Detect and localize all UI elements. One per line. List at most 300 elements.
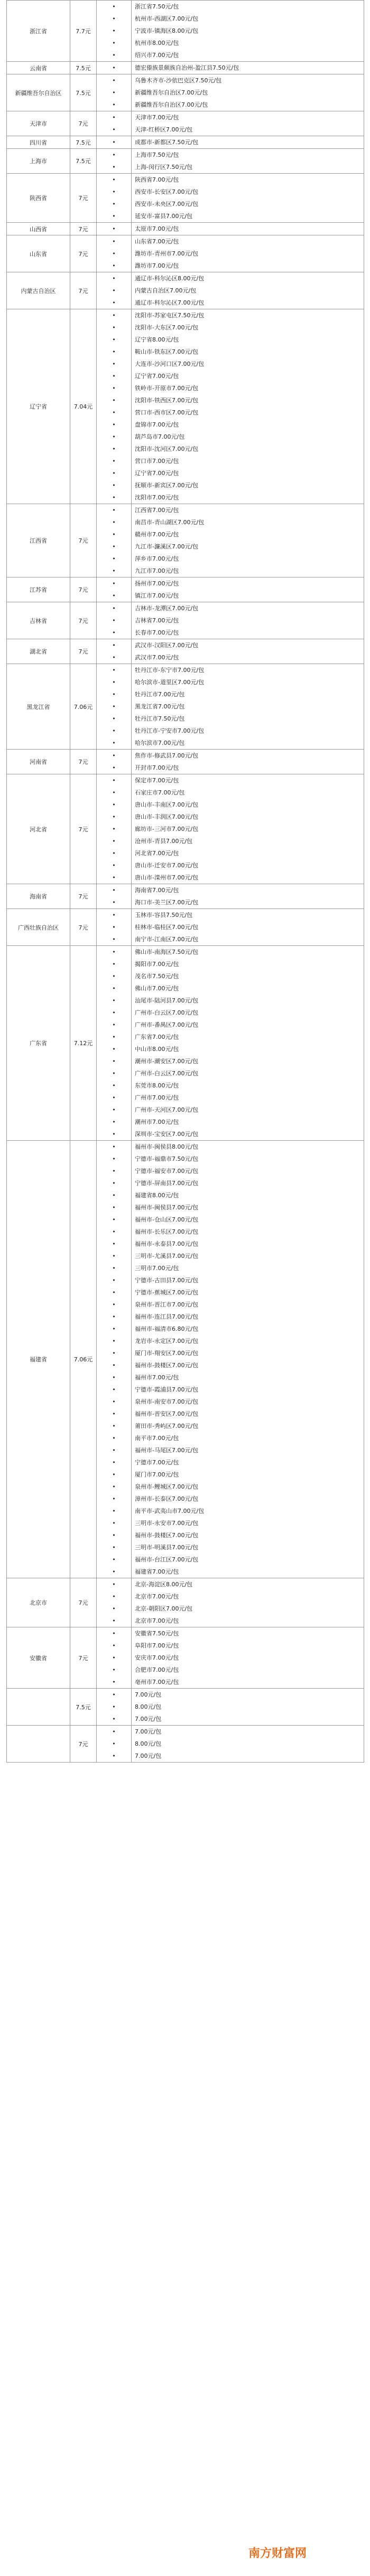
average-price-cell: 7.06元: [70, 664, 97, 750]
price-list-item: 沈阳市-铁西区7.00元/包: [135, 397, 199, 404]
bullet-icon: •: [112, 1581, 116, 1588]
price-list-item: 福州市-闽侯县7.00元/包: [135, 1204, 199, 1211]
province-cell: 福建省: [7, 1141, 70, 1578]
price-list-item: 沈阳市-沈河区7.00元/包: [135, 446, 199, 452]
bullet-icon: •: [112, 887, 116, 894]
price-list-item: 南昌市-青山湖区7.00元/包: [135, 519, 205, 526]
bullet-icon: •: [112, 850, 116, 857]
price-list-item: 合肥市7.00元/包: [135, 1666, 179, 1673]
bullet-icon: •: [112, 789, 116, 796]
bullet-icon: •: [112, 1556, 116, 1563]
bullet-icon: •: [112, 470, 116, 477]
bullet-icon: •: [112, 1350, 116, 1357]
bullet-icon: •: [112, 1703, 116, 1710]
price-list-item: 延安市-富县7.00元/包: [135, 213, 193, 220]
price-list-item: 鞍山市-铁东区7.00元/包: [135, 348, 199, 355]
price-list-item: 杭州市8.00元/包: [135, 40, 179, 46]
province-cell: 山东省: [7, 235, 70, 272]
province-row: [7, 149, 364, 174]
bullet-column: [97, 1141, 132, 1578]
price-list-item: 福州市-闽侯县8.00元/包: [135, 1143, 199, 1150]
price-list-item: 浙江省7.50元/包: [135, 3, 179, 10]
bullet-icon: •: [112, 874, 116, 881]
bullet-icon: •: [112, 727, 116, 734]
price-list-item: 牡丹江市7.50元/包: [135, 715, 185, 722]
average-price-cell: 7元: [70, 272, 97, 309]
province-cell: 江苏省: [7, 577, 70, 602]
bullet-icon: •: [112, 1204, 116, 1211]
bullet-column: [97, 577, 132, 602]
price-list-item: 廊坊市-三河市7.00元/包: [135, 826, 199, 832]
average-price-cell: 7元: [70, 602, 97, 639]
price-list-item: 广州市-天河区7.00元/包: [135, 1106, 199, 1113]
price-list-item: 唐山市-滦州市7.00元/包: [135, 874, 199, 881]
price-list-item: 赣州市7.00元/包: [135, 531, 179, 538]
bullet-icon: •: [112, 1520, 116, 1527]
bullet-icon: •: [112, 40, 116, 46]
price-list-item: 北京市7.00元/包: [135, 1593, 179, 1600]
bullet-icon: •: [112, 1362, 116, 1369]
price-list-item: 通辽市-科尔沁区8.00元/包: [135, 275, 205, 282]
price-list-item: 三明市-永安市7.00元/包: [135, 1520, 199, 1527]
average-price-cell: 7.5元: [70, 1689, 97, 1726]
bullet-column: [97, 1, 132, 62]
price-list-item: 宁德市-屏南县7.00元/包: [135, 1180, 199, 1187]
bullet-column: [97, 946, 132, 1141]
price-list-item: 福建省7.00元/包: [135, 1568, 179, 1575]
price-list-item: 7.00元/包: [135, 1728, 162, 1735]
price-list-item: 福州市-台江区7.00元/包: [135, 1556, 199, 1563]
bullet-column: [97, 136, 132, 149]
bullet-icon: •: [112, 312, 116, 319]
bullet-icon: •: [112, 1459, 116, 1466]
average-price-cell: 7元: [70, 1578, 97, 1627]
province-row: [7, 664, 364, 750]
price-list-item: 7.00元/包: [135, 1716, 162, 1722]
price-list-item: 佛山市7.00元/包: [135, 985, 179, 992]
province-cell: 天津市: [7, 111, 70, 136]
bullet-icon: •: [112, 1301, 116, 1308]
price-list-cell: [132, 884, 364, 909]
price-list-item: 牡丹江市7.00元/包: [135, 691, 185, 698]
bullet-icon: •: [112, 89, 116, 96]
province-cell: 浙江省: [7, 1, 70, 62]
bullet-icon: •: [112, 740, 116, 746]
price-list-item: 德宏傣族景颇族自治州-盈江县7.50元/包: [135, 64, 239, 71]
bullet-icon: •: [112, 1034, 116, 1040]
price-list-item: 抚顺市-新宾区7.00元/包: [135, 482, 199, 489]
price-list-item: 河北省7.00元/包: [135, 850, 179, 857]
bullet-icon: •: [112, 1447, 116, 1454]
bullet-column: [97, 750, 132, 774]
bullet-icon: •: [112, 777, 116, 784]
province-row: [7, 909, 364, 946]
price-list-cell: [132, 136, 364, 149]
price-list-item: 大连市-沙河口区7.00元/包: [135, 361, 205, 367]
bullet-icon: •: [112, 679, 116, 686]
bullet-icon: •: [112, 1423, 116, 1429]
bullet-column: [97, 223, 132, 235]
bullet-icon: •: [112, 1654, 116, 1661]
price-list-item: 铁岭市-开原市7.00元/包: [135, 385, 199, 392]
province-cell: 新疆维吾尔自治区: [7, 74, 70, 111]
price-list-item: 宁德市-古田县7.00元/包: [135, 1277, 199, 1284]
bullet-column: [97, 774, 132, 884]
price-list-item: 营口市-西市区7.00元/包: [135, 409, 199, 416]
bullet-icon: •: [112, 519, 116, 526]
province-cell: 吉林省: [7, 602, 70, 639]
bullet-icon: •: [112, 1325, 116, 1332]
price-list-item: 通辽市-科尔沁区7.00元/包: [135, 299, 205, 306]
bullet-icon: •: [112, 1168, 116, 1175]
bullet-icon: •: [112, 151, 116, 158]
price-list-item: 宁德市-福安市7.00元/包: [135, 1168, 199, 1175]
bullet-column: [97, 62, 132, 74]
bullet-icon: •: [112, 385, 116, 392]
province-cell: 云南省: [7, 62, 70, 74]
bullet-icon: •: [112, 543, 116, 550]
bullet-icon: •: [112, 1058, 116, 1065]
bullet-icon: •: [112, 1532, 116, 1539]
price-list-item: 宁波市-镇海区8.00元/包: [135, 27, 199, 34]
price-list-item: 福州市-晋安区7.00元/包: [135, 1410, 199, 1417]
price-list-item: 盘锦市7.00元/包: [135, 421, 179, 428]
price-list-cell: [132, 1726, 364, 1763]
bullet-icon: •: [112, 531, 116, 538]
average-price-cell: 7元: [70, 235, 97, 272]
bullet-icon: •: [112, 1471, 116, 1478]
bullet-column: [97, 664, 132, 750]
bullet-icon: •: [112, 555, 116, 562]
price-list-item: 辽宁省7.00元/包: [135, 470, 179, 477]
price-list-item: 泉州市-鲤城区7.00元/包: [135, 1483, 199, 1490]
bullet-icon: •: [112, 238, 116, 245]
price-list-item: 萍乡市7.00元/包: [135, 555, 179, 562]
average-price-cell: 7.12元: [70, 946, 97, 1141]
price-list-item: 沈阳市7.00元/包: [135, 494, 179, 501]
price-list-item: 厦门市7.00元/包: [135, 1471, 179, 1478]
bullet-icon: •: [112, 126, 116, 133]
price-list-item: 杭州市-西湖区7.00元/包: [135, 15, 199, 22]
province-row: [7, 272, 364, 309]
province-cell: 黑龙江省: [7, 664, 70, 750]
price-list-cell: [132, 272, 364, 309]
bullet-icon: •: [112, 421, 116, 428]
province-row: [7, 774, 364, 884]
price-list-item: 南平市-武夷山市7.00元/包: [135, 1508, 205, 1514]
price-list-item: 哈尔滨市-道里区7.00元/包: [135, 679, 205, 686]
price-list-item: 宁德市-福鼎市7.50元/包: [135, 1156, 199, 1162]
price-list-item: 上海市7.50元/包: [135, 151, 179, 158]
price-list-item: 牡丹江市-宁安市7.00元/包: [135, 727, 205, 734]
price-list-item: 泉州市-晋江市7.00元/包: [135, 1301, 199, 1308]
bullet-icon: •: [112, 654, 116, 661]
price-list-item: 广州市-白云区7.00元/包: [135, 1070, 199, 1077]
province-row: [7, 884, 364, 909]
price-list-cell: [132, 223, 364, 235]
price-list-item: 南平市7.00元/包: [135, 1435, 179, 1442]
bullet-icon: •: [112, 3, 116, 10]
bullet-icon: •: [112, 201, 116, 207]
price-list-item: 潍坊市7.00元/包: [135, 262, 179, 269]
bullet-icon: •: [112, 642, 116, 649]
bullet-icon: •: [112, 1398, 116, 1405]
bullet-icon: •: [112, 373, 116, 380]
average-price-cell: 7元: [70, 1726, 97, 1763]
bullet-icon: •: [112, 1253, 116, 1259]
price-list-item: 7.00元/包: [135, 1691, 162, 1698]
price-list-item: 南宁市-江南区7.00元/包: [135, 936, 199, 943]
bullet-icon: •: [112, 1435, 116, 1442]
province-cell: 广东省: [7, 946, 70, 1141]
bullet-icon: •: [112, 567, 116, 574]
bullet-column: [97, 1627, 132, 1689]
price-list-item: 福州市7.00元/包: [135, 1374, 179, 1381]
price-list-item: 潮州市-潮安区7.00元/包: [135, 1058, 199, 1065]
bullet-icon: •: [112, 813, 116, 820]
bullet-icon: •: [112, 1228, 116, 1235]
price-list-cell: [132, 149, 364, 174]
price-list-item: 长春市7.00元/包: [135, 629, 179, 636]
average-price-cell: 7元: [70, 111, 97, 136]
average-price-cell: 7.5元: [70, 149, 97, 174]
price-list-item: 唐山市-迁安市7.00元/包: [135, 862, 199, 869]
price-list-item: 辽宁省8.00元/包: [135, 336, 179, 343]
bullet-column: [97, 111, 132, 136]
bullet-icon: •: [112, 1642, 116, 1649]
bullet-icon: •: [112, 667, 116, 674]
price-list-item: 哈尔滨市7.00元/包: [135, 740, 185, 746]
price-list-item: 营口市7.00元/包: [135, 458, 179, 465]
price-list-item: 武汉市7.00元/包: [135, 654, 179, 661]
bullet-icon: •: [112, 1386, 116, 1393]
bullet-icon: •: [112, 1021, 116, 1028]
province-cell: 内蒙古自治区: [7, 272, 70, 309]
bullet-icon: •: [112, 397, 116, 404]
bullet-column: [97, 602, 132, 639]
province-cell: [7, 1689, 70, 1726]
price-list-item: 江西省7.00元/包: [135, 507, 179, 514]
average-price-cell: 7元: [70, 174, 97, 223]
province-row: [7, 235, 364, 272]
bullet-icon: •: [112, 1716, 116, 1722]
price-list-item: 莆田市-秀屿区7.00元/包: [135, 1423, 199, 1429]
province-row: [7, 1689, 364, 1726]
bullet-icon: •: [112, 703, 116, 710]
bullet-column: [97, 174, 132, 223]
price-list-item: 开封市7.00元/包: [135, 764, 179, 771]
price-list-item: 乌鲁木齐市-沙依巴克区7.50元/包: [135, 77, 222, 84]
price-list-item: 上海-闵行区7.50元/包: [135, 164, 193, 171]
price-list-item: 西安市-未央区7.00元/包: [135, 201, 199, 207]
price-list-item: 唐山市-丰润区7.00元/包: [135, 813, 199, 820]
province-row: [7, 174, 364, 223]
price-list-item: 三明市7.00元/包: [135, 1265, 179, 1272]
price-list-cell: [132, 774, 364, 884]
province-row: [7, 602, 364, 639]
price-list-item: 唐山市-丰南区7.00元/包: [135, 801, 199, 808]
province-row: [7, 309, 364, 504]
province-row: [7, 1, 364, 62]
bullet-icon: •: [112, 262, 116, 269]
price-list-item: 福州市-马尾区7.00元/包: [135, 1447, 199, 1454]
bullet-icon: •: [112, 15, 116, 22]
price-list-item: 8.00元/包: [135, 1740, 162, 1747]
price-list-item: 三明市-尤溪县7.00元/包: [135, 1253, 199, 1259]
bullet-icon: •: [112, 507, 116, 514]
bullet-icon: •: [112, 826, 116, 832]
average-price-cell: 7.5元: [70, 136, 97, 149]
price-list-item: 新疆维吾尔自治区7.00元/包: [135, 89, 208, 96]
price-list-cell: [132, 1141, 364, 1578]
bullet-icon: •: [112, 1009, 116, 1016]
bullet-icon: •: [112, 361, 116, 367]
province-row: [7, 639, 364, 664]
bullet-icon: •: [112, 64, 116, 71]
price-list-item: 阜阳市7.00元/包: [135, 1642, 179, 1649]
bullet-icon: •: [112, 139, 116, 146]
bullet-icon: •: [112, 1313, 116, 1320]
bullet-icon: •: [112, 1508, 116, 1514]
bullet-icon: •: [112, 1216, 116, 1223]
average-price-cell: 7.04元: [70, 309, 97, 504]
province-row: [7, 1141, 364, 1578]
bullet-icon: •: [112, 1082, 116, 1089]
bullet-icon: •: [112, 1374, 116, 1381]
price-list-item: 北京市7.00元/包: [135, 1617, 179, 1624]
province-row: [7, 1578, 364, 1627]
bullet-icon: •: [112, 838, 116, 845]
bullet-icon: •: [112, 691, 116, 698]
bullet-icon: •: [112, 1240, 116, 1247]
province-row: [7, 750, 364, 774]
price-list-cell: [132, 577, 364, 602]
price-list-item: 揭阳市7.00元/包: [135, 961, 179, 968]
bullet-icon: •: [112, 494, 116, 501]
bullet-icon: •: [112, 250, 116, 257]
bullet-icon: •: [112, 213, 116, 220]
price-list-cell: [132, 1578, 364, 1627]
province-row: [7, 1726, 364, 1763]
bullet-icon: •: [112, 176, 116, 183]
bullet-icon: •: [112, 752, 116, 759]
price-list-item: 佛山市-南海区7.50元/包: [135, 949, 199, 955]
province-cell: 四川省: [7, 136, 70, 149]
price-list-item: 深圳市-宝安区7.00元/包: [135, 1131, 199, 1138]
price-list-item: 沈阳市-苏家屯区7.50元/包: [135, 312, 205, 319]
price-list-item: 三明市-明溪县7.00元/包: [135, 1544, 199, 1551]
average-price-cell: 7元: [70, 639, 97, 664]
bullet-icon: •: [112, 764, 116, 771]
price-list-item: 吉林市-龙潭区7.00元/包: [135, 605, 199, 612]
price-list-cell: [132, 174, 364, 223]
province-cell: 江西省: [7, 504, 70, 577]
price-list-item: 保定市7.00元/包: [135, 777, 179, 784]
price-list-item: 广州市7.00元/包: [135, 1094, 179, 1101]
province-cell: 湖北省: [7, 639, 70, 664]
price-list-item: 汕尾市-陆河县7.00元/包: [135, 997, 199, 1004]
price-list-item: 海南省7.00元/包: [135, 887, 179, 894]
price-list-cell: [132, 111, 364, 136]
bullet-icon: •: [112, 77, 116, 84]
bullet-icon: •: [112, 1180, 116, 1187]
bullet-icon: •: [112, 275, 116, 282]
bullet-icon: •: [112, 188, 116, 195]
bullet-icon: •: [112, 1568, 116, 1575]
price-list-item: 广州市-番禺区7.00元/包: [135, 1021, 199, 1028]
bullet-column: [97, 309, 132, 504]
price-list-cell: [132, 62, 364, 74]
price-list-item: 新疆维吾尔自治区7.00元/包: [135, 101, 208, 108]
bullet-icon: •: [112, 1143, 116, 1150]
bullet-icon: •: [112, 52, 116, 59]
price-list-cell: [132, 664, 364, 750]
price-list-item: 福州市-仓山区7.00元/包: [135, 1216, 199, 1223]
bullet-column: [97, 909, 132, 946]
bullet-icon: •: [112, 1691, 116, 1698]
price-list-item: 镇江市7.00元/包: [135, 592, 179, 599]
province-cell: 安徽省: [7, 1627, 70, 1689]
bullet-icon: •: [112, 433, 116, 440]
price-list-item: 福州市-鼓楼区7.00元/包: [135, 1362, 199, 1369]
average-price-cell: 7元: [70, 884, 97, 909]
bullet-icon: •: [112, 1617, 116, 1624]
bullet-icon: •: [112, 1666, 116, 1673]
price-list-cell: [132, 946, 364, 1141]
price-list-cell: [132, 1, 364, 62]
bullet-icon: •: [112, 1192, 116, 1199]
bullet-icon: •: [112, 446, 116, 452]
bullet-icon: •: [112, 1277, 116, 1284]
price-list-item: 海口市-美兰区7.00元/包: [135, 899, 199, 906]
bullet-icon: •: [112, 1605, 116, 1612]
price-list-item: 沈阳市-大东区7.00元/包: [135, 324, 199, 331]
price-list-item: 天津-红桥区7.00元/包: [135, 126, 193, 133]
price-list-item: 辽宁省7.00元/包: [135, 373, 179, 380]
bullet-icon: •: [112, 409, 116, 416]
province-row: [7, 577, 364, 602]
price-list-item: 玉林市-容县7.50元/包: [135, 912, 193, 918]
bullet-icon: •: [112, 715, 116, 722]
province-row: [7, 1627, 364, 1689]
bullet-icon: •: [112, 801, 116, 808]
price-list-item: 安庆市7.00元/包: [135, 1654, 179, 1661]
bullet-icon: •: [112, 936, 116, 943]
price-list-item: 桂林市-临桂区7.00元/包: [135, 924, 199, 931]
province-cell: 辽宁省: [7, 309, 70, 504]
bullet-icon: •: [112, 605, 116, 612]
average-price-cell: 7元: [70, 223, 97, 235]
bullet-icon: •: [112, 997, 116, 1004]
price-list-item: 牡丹江市-东宁市7.00元/包: [135, 667, 205, 674]
average-price-cell: 7元: [70, 774, 97, 884]
bullet-column: [97, 884, 132, 909]
price-list-item: 福州市-福清市6.80元/包: [135, 1325, 199, 1332]
bullet-column: [97, 1578, 132, 1627]
price-list-item: 厦门市-翔安区7.00元/包: [135, 1350, 199, 1357]
average-price-cell: 7.5元: [70, 62, 97, 74]
price-table: [6, 0, 364, 1763]
price-list-item: 福建省8.00元/包: [135, 1192, 179, 1199]
province-cell: 河北省: [7, 774, 70, 884]
bullet-column: [97, 1726, 132, 1763]
price-list-item: 绍兴市7.00元/包: [135, 52, 179, 59]
price-list-item: 黑龙江省7.00元/包: [135, 703, 185, 710]
bullet-icon: •: [112, 1094, 116, 1101]
price-list-item: 陕西省7.00元/包: [135, 176, 179, 183]
bullet-column: [97, 149, 132, 174]
price-list-item: 8.00元/包: [135, 1703, 162, 1710]
